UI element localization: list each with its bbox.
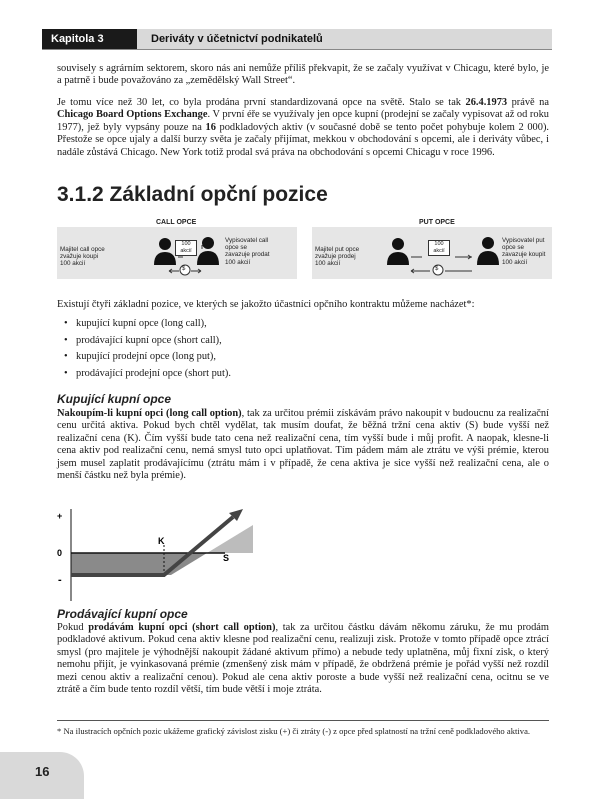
text-line: zvažuje prodej [315, 253, 356, 261]
paragraph-intro-chicago: souvisely s agrárním sektorem, skoro nás ani nemůže příliš překvapit, že se začaly využívat v Chicagu, které bylo, je a patrně i bude považováno za „zemědělský Wall Street“. [57, 63, 549, 87]
text-line: akcií [433, 247, 445, 254]
section-heading: 3.1.2 Základní opční pozice [57, 183, 328, 206]
text-line: 100 akcií [315, 260, 341, 268]
list-item-text: prodávající kupní opce (short call), [76, 334, 222, 346]
text-line: zvažuje koupi [60, 253, 99, 261]
long-call-payoff-graph [57, 505, 257, 605]
chapter-title: Deriváty v účetnictví podnikatelů [137, 29, 552, 49]
text-line: zavazuje prodat [225, 251, 270, 259]
shares-box [428, 240, 450, 256]
bullet-icon: • [64, 367, 68, 379]
short-call-heading: Prodávající kupní opce [57, 607, 188, 621]
text-line: Vypisovatel put [502, 237, 545, 244]
put-holder-text [315, 246, 359, 268]
asset-count: 16 [205, 121, 216, 133]
text-line: akcií [180, 247, 192, 254]
bullet-icon: • [64, 351, 68, 363]
text: , tak za určitou prémii získávám právo nakoupit v budoucnu za realizační cenu určitá aktiva. Pokud bych chtěl vydělat, tak musím doufat, že běžná tržní cena aktiv (S) bude vyšší než realizační cena (K). Čím vyšší bude tato cena než realizační cena, tím vyšší bude i můj profit. A naopak, klesne-li cena aktiv pod realizační cenu, nemá smysl tuto opci uplatňovat. Tím pádem mám ale ztrátu ve výši prémie, kterou jsem musel zaplatit prodávajícímu (ztrátu mám i v případě, že cena aktiva je sice vyšší než realizační cena, ale o menší částku než byla prémie). [57, 408, 549, 482]
text-line: Majitel put opce [315, 246, 360, 253]
call-holder-text [60, 246, 105, 268]
term-emphasis: prodávám kupní opci (short call option) [88, 622, 276, 633]
chapter-label: Kapitola 3 [42, 29, 137, 49]
text-line: 100 akcií [225, 258, 251, 266]
text-line: opce se [502, 244, 525, 252]
text-line: Vypisovatel call [225, 237, 269, 244]
dollar-icon: $ [435, 266, 439, 272]
list-item [64, 333, 231, 350]
text-line: 100 akcií [502, 258, 528, 266]
list-item-text: prodávající prodejní opce (short put). [76, 367, 231, 379]
list-item-text: kupující kupní opce (long call), [76, 318, 207, 329]
footnote-rule [57, 720, 549, 721]
shares-box [175, 240, 197, 256]
list-item [64, 366, 231, 383]
positions-intro: Existují čtyři základní pozice, ve kterých se jakožto účastníci opčního kontraktu můžeme nacházet*: [57, 299, 475, 310]
profit-area [207, 525, 253, 553]
text: . V první éře se využívaly jen opce kupní (prodejní se začaly vypisovat až od roku 1977), jež byly vypsány pouze na [57, 109, 549, 133]
list-item [64, 316, 231, 333]
list-item [64, 349, 231, 366]
page-number: 16 [35, 764, 50, 779]
short-call-paragraph [57, 622, 549, 696]
footnote: * Na ilustracích opčních pozic ukážeme grafický závislost zisku (+) či ztráty (-) z opce před splatností na tržní ceně podkladového aktiva. [57, 726, 531, 736]
price-axis-label: S [223, 553, 230, 563]
exchange-name: Chicago Board Options Exchange [57, 109, 208, 121]
text: Pokud [57, 622, 89, 633]
text-line: opce se [225, 244, 248, 252]
put-writer-text [502, 237, 545, 266]
list-item-text: kupující prodejní opce (long put), [76, 351, 216, 363]
text-line: 100 akcií [60, 260, 86, 268]
header-rule [42, 49, 552, 50]
text-line: zavazuje koupit [502, 251, 546, 259]
date-emphasis: 26.4.1973 [465, 97, 508, 108]
strike-label: K [158, 536, 165, 546]
put-option-figure [312, 219, 552, 279]
text: Je tomu více než 30 let, co byla prodána první standardizovaná opce na světě. Stalo se tak [57, 97, 466, 108]
paragraph-history [57, 97, 549, 159]
text-line: Majitel call opce [60, 246, 105, 253]
put-label: PUT OPCE [416, 219, 458, 226]
long-call-heading: Kupující kupní opce [57, 392, 172, 406]
zero-label: 0 [57, 548, 63, 558]
text: , tak za určitou částku dávám někomu záruku, že mu prodám podkladové aktivum. Pokud cena aktiv klesne pod realizační cenu, realizuji zisk. Protože v tomto případě opce ztrácí smysl (pro majitele je výhodnější nakoupit žádané aktivum přímo) a nebude tedy uplatněna, můj fixní zisk, o který nemohu přijít, je vyinkasovaná prémie (zmenšený zisk mám v případě, že obdržená prémie je pořád vyšší než rozdíl mezi cenou aktiv a realizační cenou). Pokud ale cena aktiv poroste a bude vyšší než realizační cena, ocitnu se ve ztrátě a čím bude tento rozdíl větší, tím bude větší i moje ztráta. [57, 622, 549, 696]
text-line: 100 [181, 241, 191, 247]
text: právě na [507, 97, 549, 108]
bullet-icon: • [64, 334, 68, 346]
long-call-paragraph [57, 408, 549, 482]
dollar-icon: $ [182, 266, 186, 272]
call-label: CALL OPCE [153, 219, 199, 226]
bullet-icon: • [64, 318, 68, 329]
text-line: 100 [434, 241, 444, 247]
call-option-figure [57, 219, 297, 279]
plus-label: + [57, 511, 63, 521]
call-writer-text [225, 237, 269, 266]
text: podkladových aktiv (v současné době se tento počet pohybuje kolem 2 000). Přestože se opce ujaly a další burzy světa je začaly přijímat, mekkou v obchodování s opcemi, ale i deriváty vůbec, i nadále zůstává Chicago. New York totiž prodal svá práva na obchodování s opcemi Chicagu v roce 1996. [57, 121, 549, 158]
term-emphasis: Nakoupím-li kupní opci (long call option) [57, 408, 242, 419]
minus-label: - [58, 574, 62, 586]
running-header [0, 0, 603, 50]
positions-list [64, 316, 231, 382]
